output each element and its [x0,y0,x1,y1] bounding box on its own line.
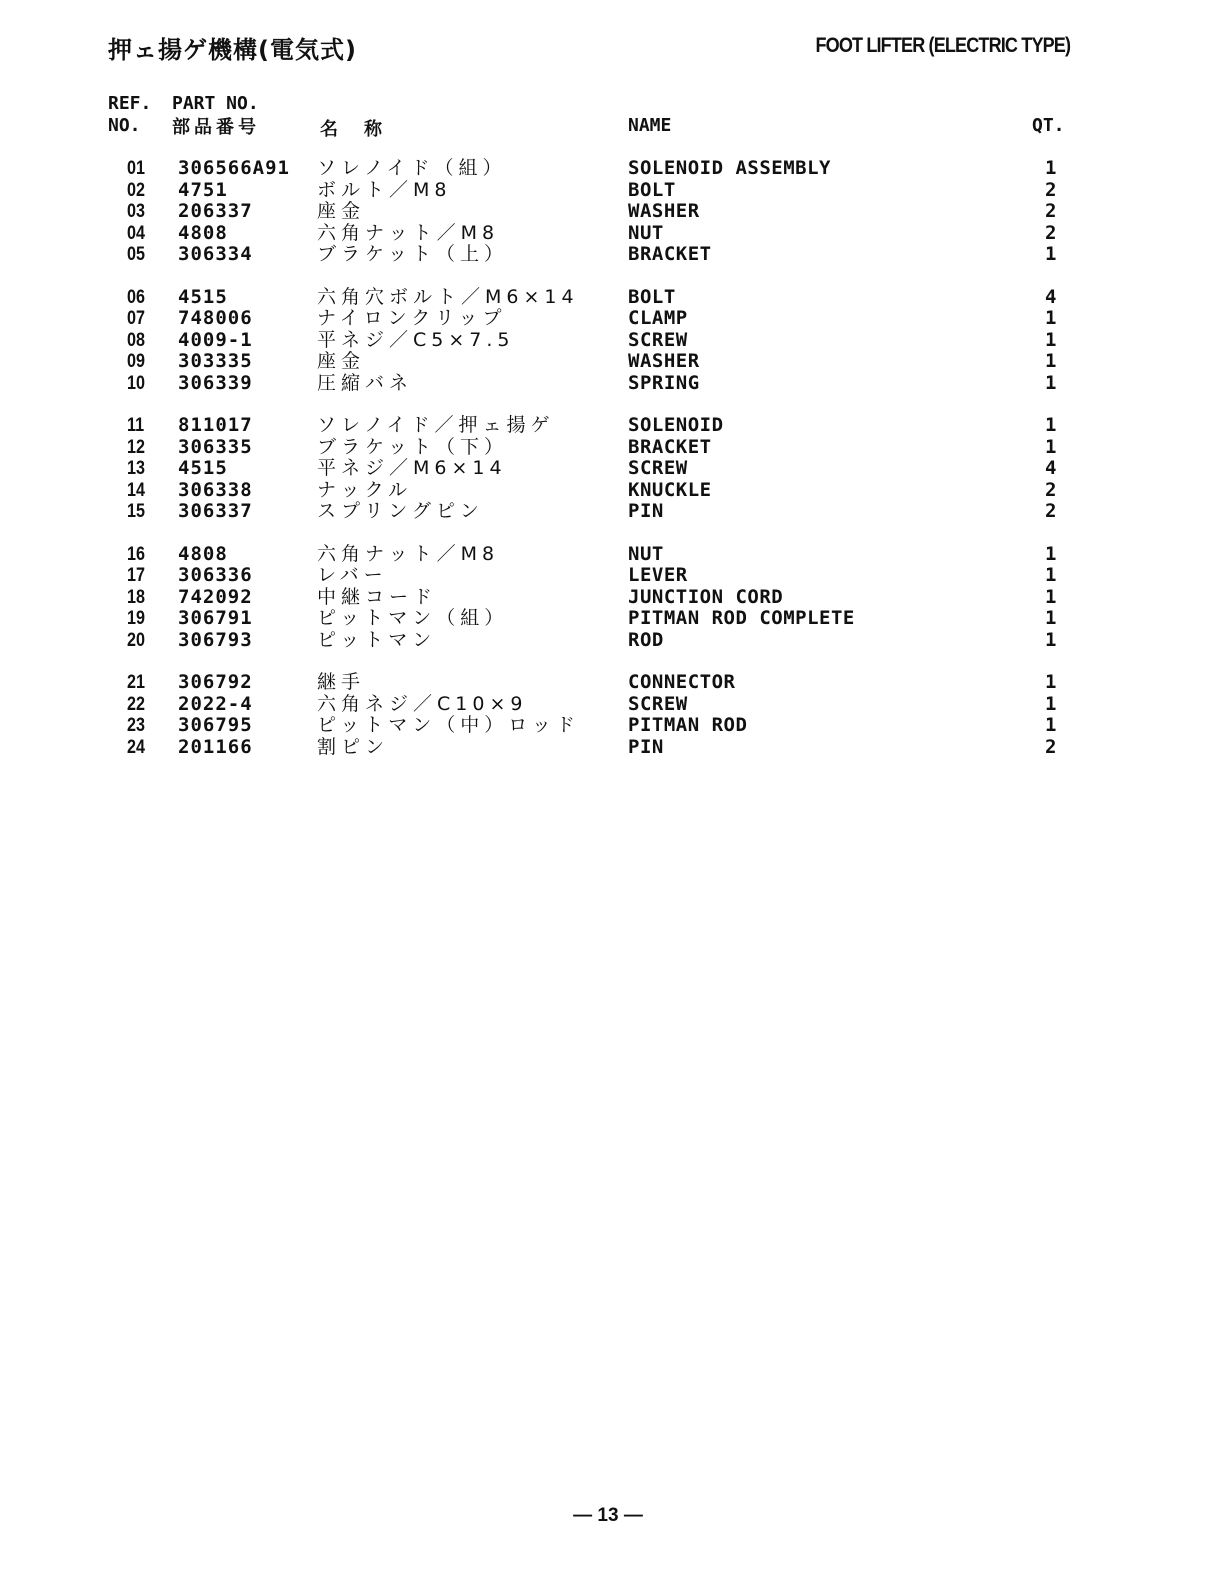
ref-number: 10 [127,372,145,394]
ref-number: 19 [127,608,145,629]
quantity: 4 [1045,457,1057,479]
ref-number: 03 [127,201,145,222]
table-row [0,501,1216,523]
table-row [0,737,1216,759]
part-name: PIN [628,735,664,758]
japanese-name: ナックル [317,478,413,501]
quantity: 1 [1045,328,1057,351]
ref-number: 22 [127,693,145,715]
part-number: 4009-1 [178,328,253,351]
part-number: 4808 [178,221,228,244]
column-header-part-line1: PART NO. [172,93,259,114]
japanese-name: 平ネジ／C5×7.5 [317,328,515,351]
part-number: 306793 [178,628,253,651]
part-number: 742092 [178,585,253,608]
column-header-japanese-name: 名 称 [320,119,386,140]
table-row [0,587,1216,609]
column-header-part-line2: 部品番号 [172,117,260,138]
table-row [0,672,1216,694]
quantity: 4 [1045,285,1057,308]
part-name: BOLT [628,285,676,308]
part-number: 4751 [178,178,228,201]
quantity: 1 [1045,414,1057,436]
part-name: WASHER [628,200,700,222]
ref-number: 05 [127,244,145,265]
table-row [0,715,1216,737]
japanese-name: ピットマン [317,628,437,651]
ref-number: 13 [127,458,145,479]
japanese-name: 六角穴ボルト／M6×14 [317,285,579,308]
part-name: PITMAN ROD [628,714,748,736]
quantity: 1 [1045,157,1057,179]
part-number: 4808 [178,542,228,565]
ref-number: 02 [127,179,145,201]
japanese-name: 圧縮バネ [317,371,414,394]
japanese-name: ソレノイド／押ェ揚ゲ [317,414,555,436]
quantity: 1 [1045,671,1057,693]
page-title-japanese: 押ェ揚ゲ機構(電気式) [108,36,357,64]
part-name: CONNECTOR [628,671,736,693]
part-number: 811017 [178,414,253,436]
part-group [0,544,1216,652]
part-number: 306566A91 [178,157,290,179]
ref-number: 12 [127,436,145,458]
page-number: — 13 — [573,1505,643,1526]
quantity: 1 [1045,350,1057,372]
part-name: SOLENOID ASSEMBLY [628,157,831,179]
part-number: 306795 [178,714,253,736]
quantity: 1 [1045,628,1057,651]
ref-number: 04 [127,222,145,244]
part-number: 206337 [178,200,253,222]
part-name: NUT [628,221,664,244]
quantity: 2 [1045,478,1057,501]
part-number: 306335 [178,435,253,458]
table-row [0,180,1216,202]
japanese-name: ブラケット（下） [317,435,509,458]
column-header-ref-line1: REF. [108,93,152,114]
part-number: 4515 [178,285,228,308]
table-row [0,544,1216,566]
japanese-name: ソレノイド（組） [317,157,507,179]
part-group [0,415,1216,523]
quantity: 1 [1045,435,1057,458]
ref-number: 09 [127,351,145,372]
part-name: ROD [628,628,664,651]
page-title-english: FOOT LIFTER (ELECTRIC TYPE) [815,34,1070,57]
quantity: 2 [1045,178,1057,201]
ref-number: 23 [127,715,145,736]
ref-number: 24 [127,736,145,758]
part-group [0,672,1216,758]
part-name: CLAMP [628,307,688,329]
japanese-name: 座金 [317,350,366,372]
table-row [0,223,1216,245]
column-header-ref-line2: NO. [108,115,141,136]
part-group [0,158,1216,266]
ref-number: 20 [127,629,145,651]
part-number: 306791 [178,607,253,629]
japanese-name: ピットマン（組） [317,607,509,629]
quantity: 1 [1045,307,1057,329]
quantity: 1 [1045,564,1057,586]
ref-number: 06 [127,286,145,308]
quantity: 2 [1045,735,1057,758]
quantity: 1 [1045,371,1057,394]
japanese-name: 中継コード [317,585,438,608]
table-row [0,694,1216,716]
japanese-name: ブラケット（上） [317,243,509,265]
ref-number: 11 [127,415,145,436]
part-name: KNUCKLE [628,478,712,501]
quantity: 2 [1045,200,1057,222]
part-name: SCREW [628,692,688,715]
part-name: SOLENOID [628,414,724,436]
part-number: 4515 [178,457,228,479]
ref-number: 17 [127,565,145,586]
part-number: 306792 [178,671,253,693]
japanese-name: ボルト／M8 [317,178,452,201]
part-number: 201166 [178,735,253,758]
parts-list [0,158,1216,779]
part-name: SCREW [628,328,688,351]
table-row [0,351,1216,373]
part-name: SPRING [628,371,700,394]
quantity: 2 [1045,221,1057,244]
ref-number: 18 [127,586,145,608]
japanese-name: 平ネジ／M6×14 [317,457,507,479]
part-name: WASHER [628,350,700,372]
japanese-name: 継手 [317,671,366,693]
table-row [0,330,1216,352]
part-name: NUT [628,542,664,565]
part-name: BRACKET [628,435,712,458]
part-number: 306338 [178,478,253,501]
column-header-quantity: QT. [1032,115,1065,136]
part-number: 306337 [178,500,253,522]
table-row [0,201,1216,223]
quantity: 1 [1045,243,1057,265]
japanese-name: 六角ナット／M8 [317,542,500,565]
quantity: 1 [1045,542,1057,565]
japanese-name: 割ピン [317,735,390,758]
part-name: JUNCTION CORD [628,585,784,608]
part-number: 306334 [178,243,253,265]
table-row [0,244,1216,266]
quantity: 1 [1045,607,1057,629]
part-name: BOLT [628,178,676,201]
japanese-name: 六角ネジ／C10×9 [317,692,528,715]
quantity: 1 [1045,714,1057,736]
quantity: 1 [1045,692,1057,715]
column-header-name: NAME [628,115,672,136]
table-row [0,437,1216,459]
table-row [0,608,1216,630]
ref-number: 15 [127,501,145,522]
table-row [0,458,1216,480]
table-row [0,373,1216,395]
quantity: 1 [1045,585,1057,608]
part-number: 748006 [178,307,253,329]
ref-number: 01 [127,158,145,179]
quantity: 2 [1045,500,1057,522]
part-name: BRACKET [628,243,712,265]
ref-number: 21 [127,672,145,693]
part-number: 2022-4 [178,692,253,715]
part-number: 306339 [178,371,253,394]
japanese-name: 六角ナット／M8 [317,221,500,244]
japanese-name: ナイロンクリップ [317,307,507,329]
part-number: 306336 [178,564,253,586]
table-row [0,480,1216,502]
japanese-name: ピットマン（中）ロッド [317,714,580,736]
japanese-name: スプリングピン [317,500,484,522]
table-row [0,158,1216,180]
table-row [0,415,1216,437]
ref-number: 08 [127,329,145,351]
japanese-name: レバー [317,564,388,586]
part-name: LEVER [628,564,688,586]
part-name: PIN [628,500,664,522]
ref-number: 07 [127,308,145,329]
part-group [0,287,1216,395]
ref-number: 14 [127,479,145,501]
part-name: SCREW [628,457,688,479]
table-row [0,287,1216,309]
part-name: PITMAN ROD COMPLETE [628,607,855,629]
table-row [0,308,1216,330]
part-number: 303335 [178,350,253,372]
ref-number: 16 [127,543,145,565]
japanese-name: 座金 [317,200,366,222]
table-row [0,630,1216,652]
table-row [0,565,1216,587]
